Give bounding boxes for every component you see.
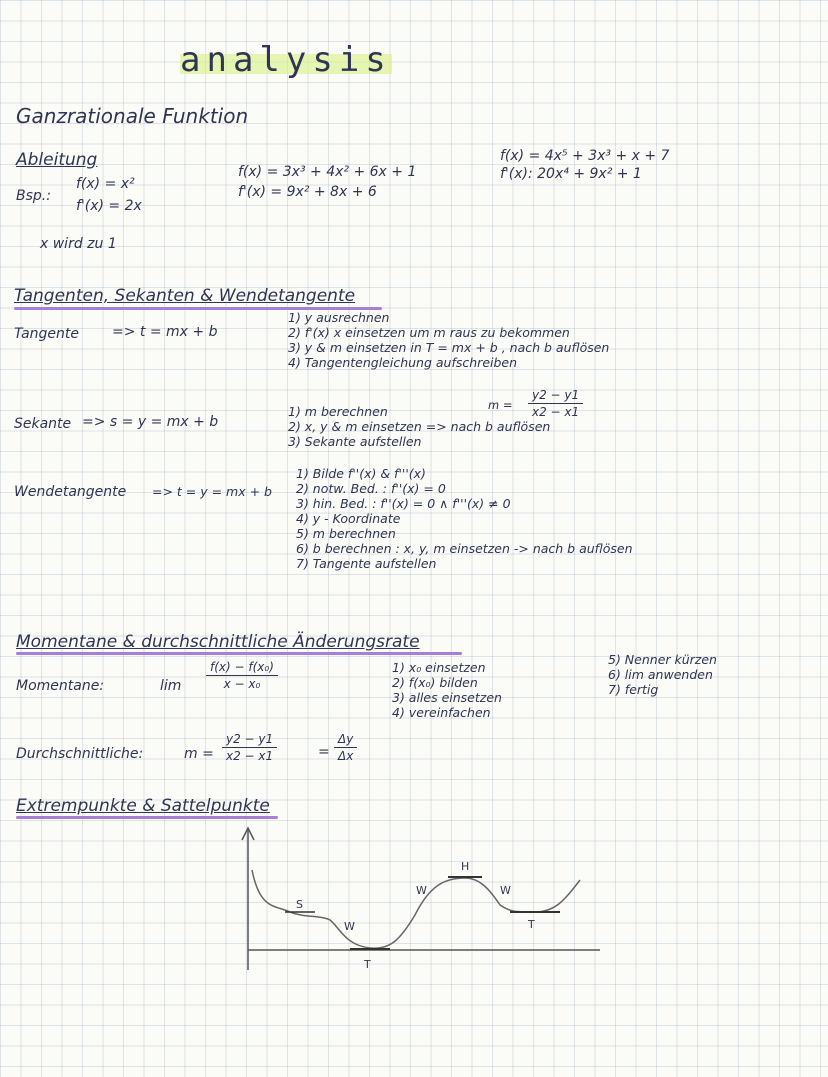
momentane-step: 4) vereinfachen bbox=[392, 705, 491, 720]
example3-fprime: f'(x): 20x⁴ + 9x² + 1 bbox=[500, 166, 642, 182]
section-heading-aenderungsrate: Momentane & durchschnittliche Änderungsrate bbox=[16, 632, 420, 652]
section-heading-ganzrational: Ganzrationale Funktion bbox=[16, 104, 249, 128]
example1-f: f(x) = x² bbox=[76, 176, 135, 192]
wende-step: 6) b berechnen : x, y, m einsetzen -> nach b auflösen bbox=[296, 541, 633, 556]
label-h: H bbox=[461, 860, 470, 873]
fraction-bar bbox=[206, 675, 278, 676]
delta-equals: = bbox=[318, 744, 330, 760]
label-w2: W bbox=[416, 884, 427, 897]
sekante-step: 1) m berechnen bbox=[288, 404, 388, 419]
wendetangente-label: Wendetangente bbox=[14, 484, 127, 500]
tangente-label: Tangente bbox=[14, 326, 80, 342]
label-w3: W bbox=[500, 884, 511, 897]
underline-aenderungsrate bbox=[16, 652, 462, 655]
momentane-steps-a bbox=[392, 660, 502, 720]
example2-fprime: f'(x) = 9x² + 8x + 6 bbox=[238, 184, 377, 200]
note-x-wird-1: x wird zu 1 bbox=[40, 236, 117, 252]
example2-f: f(x) = 3x³ + 4x² + 6x + 1 bbox=[238, 164, 417, 180]
durchschnittliche-denominator: x2 − x1 bbox=[226, 749, 274, 763]
wende-step: 7) Tangente aufstellen bbox=[296, 556, 437, 571]
tangente-step: 1) y ausrechnen bbox=[288, 310, 390, 325]
page-title-text: analysis bbox=[180, 40, 392, 80]
wende-step: 3) hin. Bed. : f''(x) = 0 ∧ f'''(x) ≠ 0 bbox=[296, 496, 511, 511]
momentane-step: 7) fertig bbox=[608, 682, 659, 697]
delta-denominator: Δx bbox=[338, 749, 354, 763]
example3-f: f(x) = 4x⁵ + 3x³ + x + 7 bbox=[500, 148, 670, 164]
tangente-formula: => t = mx + b bbox=[112, 324, 218, 340]
wendetangente-steps bbox=[296, 466, 633, 571]
momentane-step: 6) lim anwenden bbox=[608, 667, 713, 682]
bsp-label: Bsp.: bbox=[16, 188, 51, 204]
sekante-step: 2) x, y & m einsetzen => nach b auflösen bbox=[288, 419, 551, 434]
sekante-step: 3) Sekante aufstellen bbox=[288, 434, 422, 449]
momentane-fraction bbox=[206, 660, 278, 691]
fraction-bar bbox=[334, 747, 357, 748]
wendetangente-formula: => t = y = mx + b bbox=[152, 484, 272, 499]
sekante-formula: => s = y = mx + b bbox=[82, 414, 219, 430]
fraction-bar bbox=[222, 747, 277, 748]
sekante-denominator: x2 − x1 bbox=[532, 405, 580, 419]
fraction-bar bbox=[528, 403, 583, 404]
ableitung-label: Ableitung bbox=[16, 150, 98, 170]
wende-step: 1) Bilde f''(x) & f'''(x) bbox=[296, 466, 426, 481]
example1-fprime: f'(x) = 2x bbox=[76, 198, 142, 214]
delta-numerator: Δy bbox=[338, 732, 354, 746]
momentane-label: Momentane: bbox=[16, 678, 105, 694]
underline-extrempunkte bbox=[16, 816, 278, 819]
durchschnittliche-numerator: y2 − y1 bbox=[226, 732, 274, 746]
durchschnittliche-label: Durchschnittliche: bbox=[16, 746, 144, 762]
sekante-m: m = bbox=[488, 398, 513, 412]
tangente-steps bbox=[288, 310, 609, 370]
label-t1: T bbox=[364, 958, 371, 971]
tangente-step: 4) Tangentengleichung aufschreiben bbox=[288, 355, 518, 370]
wende-step: 2) notw. Bed. : f''(x) = 0 bbox=[296, 481, 446, 496]
momentane-step: 2) f(x₀) bilden bbox=[392, 675, 478, 690]
label-t2: T bbox=[528, 918, 535, 931]
momentane-step: 1) x₀ einsetzen bbox=[392, 660, 486, 675]
tangente-step: 2) f'(x) x einsetzen um m raus zu bekommen bbox=[288, 325, 570, 340]
label-w1: W bbox=[344, 920, 355, 933]
sekante-numerator: y2 − y1 bbox=[532, 388, 580, 402]
label-s: S bbox=[296, 898, 303, 911]
wende-step: 4) y - Koordinate bbox=[296, 511, 401, 526]
extrema-sketch bbox=[230, 820, 610, 980]
momentane-numerator: f(x) − f(x₀) bbox=[210, 660, 274, 674]
durchschnittliche-m: m = bbox=[184, 746, 214, 762]
momentane-steps-b bbox=[608, 652, 717, 697]
delta-fraction bbox=[334, 732, 357, 763]
momentane-denominator: x − x₀ bbox=[223, 677, 261, 691]
sekante-fraction bbox=[528, 388, 583, 419]
durchschnittliche-fraction bbox=[222, 732, 277, 763]
momentane-step: 5) Nenner kürzen bbox=[608, 652, 717, 667]
page-title bbox=[180, 40, 392, 80]
sekante-label: Sekante bbox=[14, 416, 72, 432]
momentane-step: 3) alles einsetzen bbox=[392, 690, 502, 705]
lim-symbol: lim bbox=[160, 678, 182, 694]
tangente-step: 3) y & m einsetzen in T = mx + b , nach b auflösen bbox=[288, 340, 610, 355]
section-heading-extrempunkte: Extrempunkte & Sattelpunkte bbox=[16, 796, 270, 816]
section-heading-tangenten: Tangenten, Sekanten & Wendetangente bbox=[14, 286, 356, 306]
wende-step: 5) m berechnen bbox=[296, 526, 396, 541]
